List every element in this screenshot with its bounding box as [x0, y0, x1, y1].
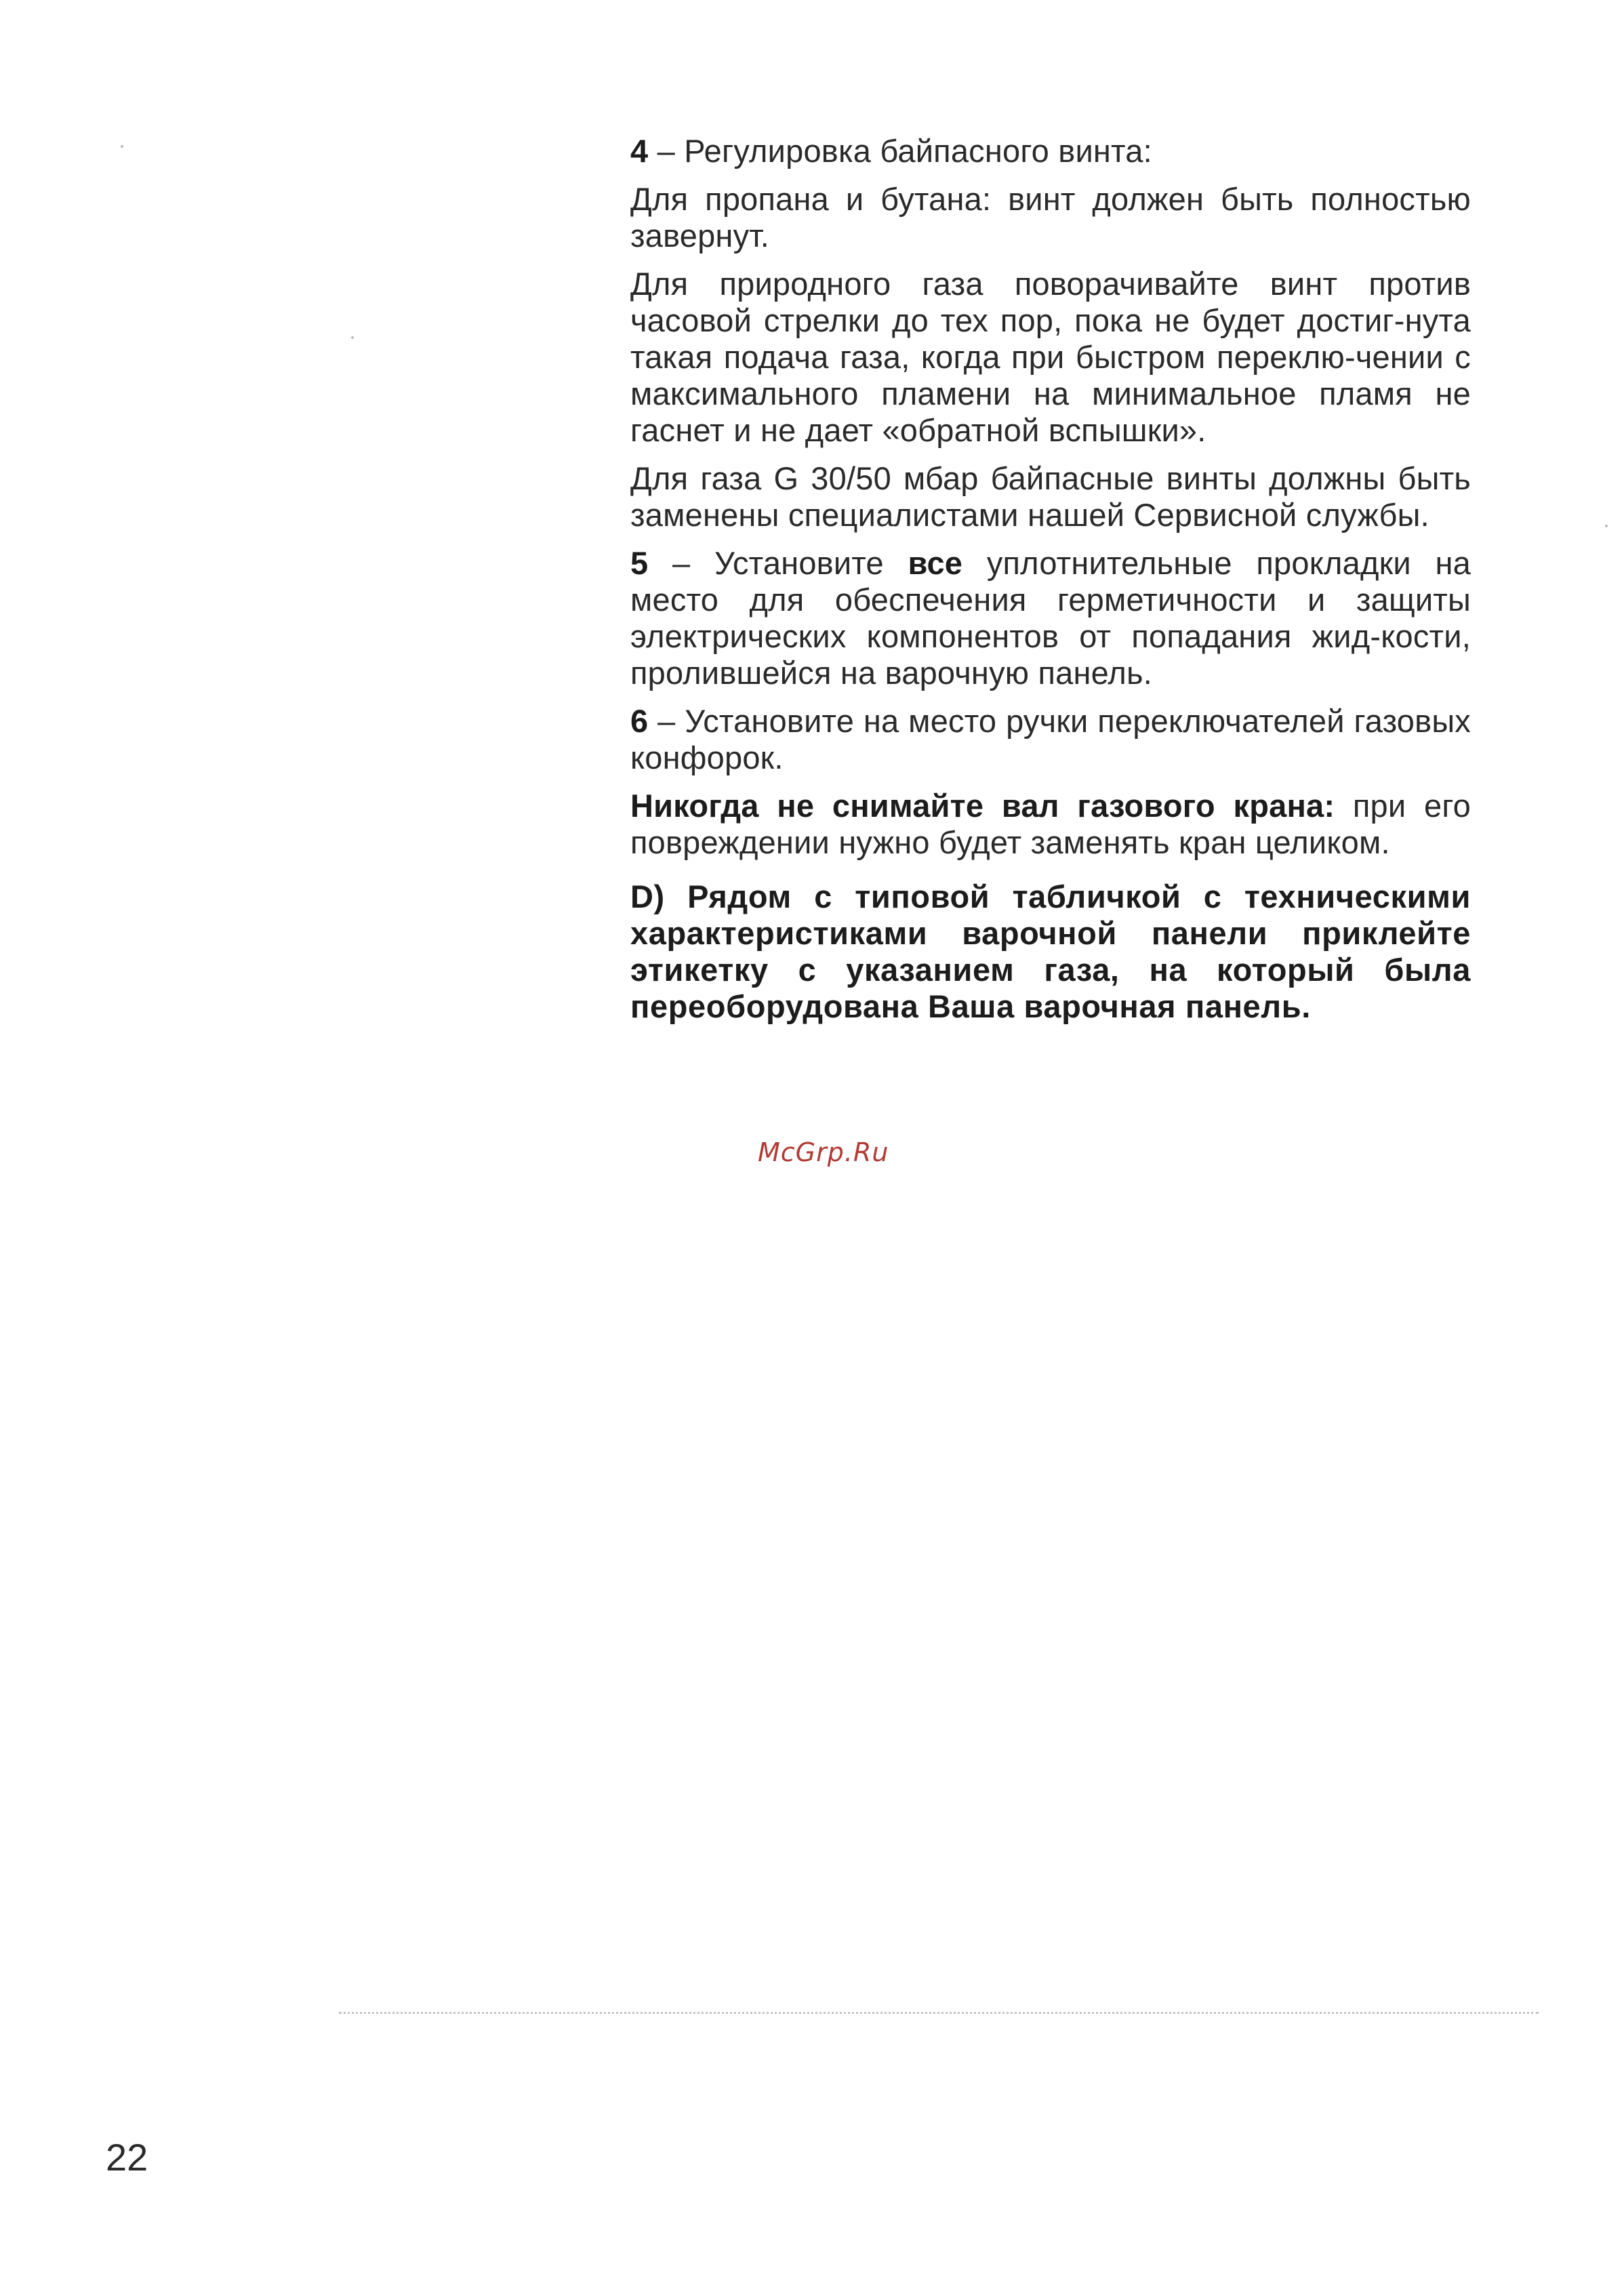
step-5-paragraph [630, 545, 1471, 691]
scan-artifact-line [339, 2012, 1539, 2014]
step-4-number: 4 [630, 133, 649, 169]
scan-speck [351, 336, 354, 339]
step-5-emphasis: все [908, 545, 963, 581]
propane-butane-paragraph: Для пропана и бутана: винт должен быть полностью завернут. [630, 181, 1471, 254]
scan-speck [121, 145, 123, 148]
step-4-title: – Регулировка байпасного винта: [648, 133, 1152, 169]
step-5-number: 5 [630, 545, 649, 581]
warning-lead: Никогда не снимайте вал газового крана: [630, 788, 1335, 824]
section-d-paragraph: D) Рядом с типовой табличкой с техническими характеристиками варочной панели приклейте этикетку с указанием газа, на который была переоборудована Ваша варочная панель. [630, 878, 1471, 1024]
warning-paragraph [630, 788, 1471, 861]
step-6-text: – Установите на место ручки переключателей газовых конфорок. [630, 703, 1471, 775]
watermark-link[interactable]: McGrp.Ru [758, 1137, 889, 1167]
step-5-lead: – Установите [648, 545, 908, 581]
scan-speck [1605, 525, 1608, 527]
instruction-text [630, 133, 1471, 1036]
natural-gas-paragraph: Для природного газа поворачивайте винт против часовой стрелки до тех пор, пока не будет достиг-нута такая подача газа, когда при быстром переклю-чении с максимального пламени на минимальное пламя не гаснет и не дает «обратной вспышки». [630, 266, 1471, 448]
warning-text: при его повреждении нужно будет заменять кран целиком. [630, 788, 1471, 860]
step-5-text: уплотнительные прокладки на место для обеспечения герметичности и защиты электрических компонентов от попадания жид-кости, пролившейся на варочную панель. [630, 545, 1471, 691]
step-6-paragraph [630, 703, 1471, 776]
step-4-heading [630, 133, 1471, 169]
page-number: 22 [106, 2136, 148, 2179]
step-6-number: 6 [630, 703, 649, 739]
g30-paragraph: Для газа G 30/50 мбар байпасные винты должны быть заменены специалистами нашей Сервисной службы. [630, 460, 1471, 533]
